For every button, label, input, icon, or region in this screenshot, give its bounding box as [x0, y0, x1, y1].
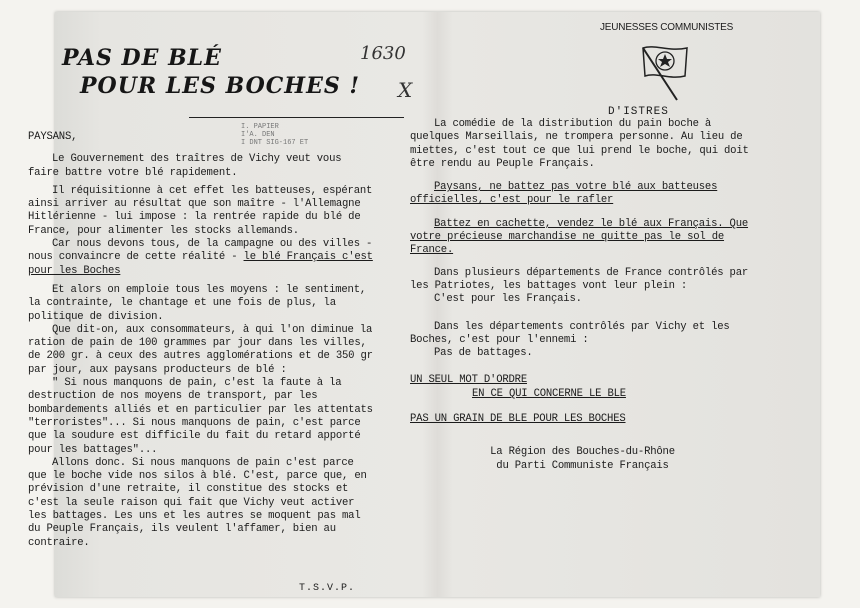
- paragraph: Le Gouvernement des traîtres de Vichy veut vous faire battre votre blé rapidement.: [28, 153, 342, 179]
- underlined-paragraph: Paysans, ne battez pas votre blé aux batteuses officielles, c'est pour le rafler: [410, 181, 718, 207]
- paragraph: Pas de battages.: [434, 347, 533, 360]
- right-column: [410, 106, 755, 473]
- red-flag-star-icon: [635, 42, 695, 104]
- paragraph: La comédie de la distribution du pain boche à quelques Marseillais, ne trompera personne. Au lieu de miettes, c'est tout ce que lui prend le boche, qui doit être rendu au Peuple Français.: [410, 118, 749, 170]
- stamp-line: I DNT SIG-167 ET: [241, 139, 309, 147]
- stamp-line: I'A. DEN: [241, 131, 275, 139]
- paragraph: Allons donc. Si nous manquons de pain c'est parce que le boche vide nos silos à blé. C'est, parce que, en prévision d'une retraite, il constitue des stocks et c'est la seule raison qui fait que Vichy veut activer les battages. Les uns et les autres se moquent pas mal du Peuple Français, ils veulent l'affamer, bien au contraire.: [28, 456, 367, 549]
- slogan-line: UN SEUL MOT D'ORDRE: [410, 374, 527, 387]
- paragraph: " Si nous manquons de pain, c'est la faute à la destruction de nos moyens de transport, par les bombardements alliés et en particulier par les attentats "terroristes"... Si nous manquons de pain, c'est parce que la soudure est difficile du fait du retard apporté pour les battages"...: [28, 377, 373, 456]
- underlined-phrase: le blé Français c'est pour les Boches: [28, 251, 373, 277]
- handwritten-number: 1630: [360, 43, 406, 64]
- signature-line: La Région des Bouches-du-Rhône: [490, 446, 675, 459]
- paragraph: Que dit-on, aux consommateurs, à qui l'on diminue la ration de pain de 100 grammes par jour dans les villes, de 200 gr. à ceux des autres agglomérations et de 350 gr par jour, aux paysans producteurs de blé :: [28, 323, 373, 376]
- title-line-1: PAS DE BLÉ: [62, 45, 222, 71]
- salutation: PAYSANS,: [28, 131, 78, 143]
- paragraph: Dans les départements contrôlés par Vichy et les Boches, c'est pour l'ennemi :: [410, 320, 730, 346]
- left-column: [28, 52, 373, 555]
- paragraph: C'est pour les Français.: [434, 293, 582, 306]
- org-name: JEUNESSES COMMUNISTES: [600, 22, 734, 33]
- paragraph: Il réquisitionne à cet effet les batteuses, espérant ainsi arriver au résultat que son maître - l'Allemagne Hitlérienne - lui impose : la rentrée rapide du blé de France, pour alimenter les stocks allemands.: [28, 184, 373, 237]
- paragraph: Dans plusieurs départements de France contrôlés par les Patriotes, les battages vont leur plein :: [410, 266, 749, 292]
- signature-line: du Parti Communiste Français: [496, 459, 669, 472]
- underlined-paragraph: Battez en cachette, vendez le blé aux Français. Que votre précieuse marchandise ne quitte pas le sol de France.: [410, 217, 749, 257]
- paragraph: Et alors on emploie tous les moyens : le sentiment, la contrainte, le chantage et une fois de plus, la politique de division.: [28, 283, 367, 323]
- stamp-line: I. PAPIER: [241, 123, 279, 131]
- slogan-line: EN CE QUI CONCERNE LE BLE: [472, 387, 626, 400]
- town-name: D'ISTRES: [608, 106, 669, 118]
- paragraph: [28, 238, 373, 278]
- paragraph-text: Car nous devons tous, de la campagne ou des villes - nous convaincre de cette réalité -: [28, 238, 373, 264]
- slogan-main: PAS UN GRAIN DE BLE POUR LES BOCHES: [410, 413, 626, 426]
- title-line-2: POUR LES BOCHES !: [80, 73, 361, 99]
- handwritten-mark: X: [398, 78, 413, 102]
- page-turn-note: T.S.V.P.: [299, 583, 356, 594]
